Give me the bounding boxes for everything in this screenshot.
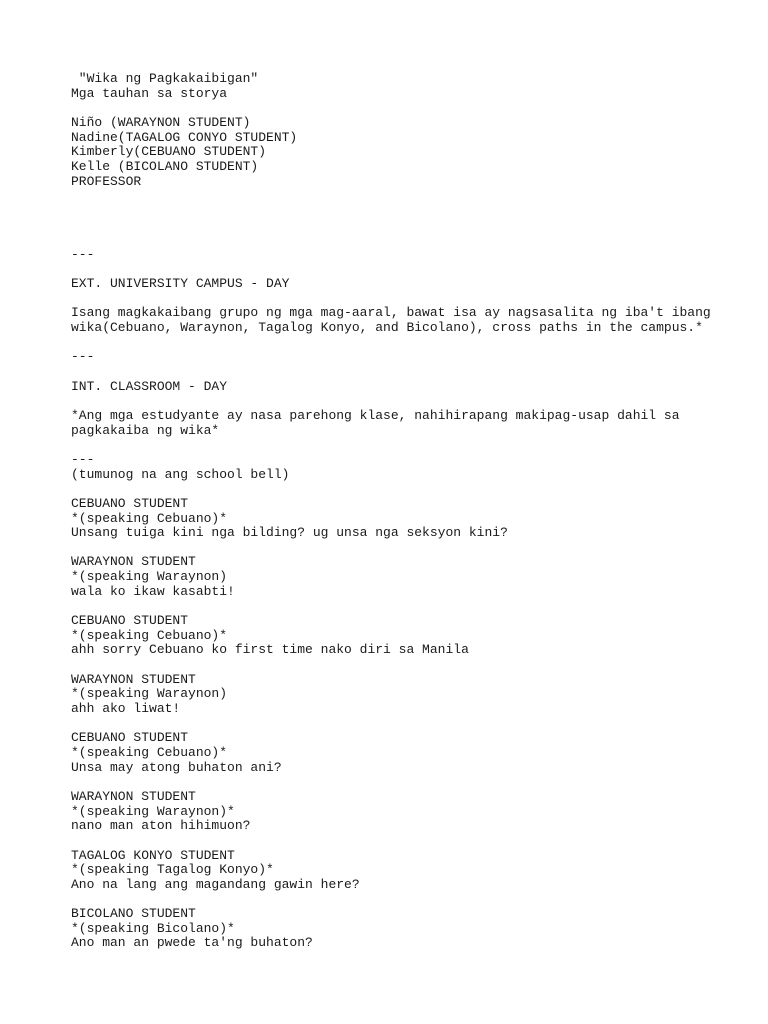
text-line: wika(Cebuano, Waraynon, Tagalog Konyo, and Bicolano), cross paths in the campus.* bbox=[71, 320, 703, 336]
text-line: TAGALOG KONYO STUDENT bbox=[71, 847, 235, 863]
text-line: *(speaking Cebuano)* bbox=[71, 627, 228, 643]
text-line: *(speaking Waraynon) bbox=[71, 569, 228, 585]
text-line bbox=[71, 233, 711, 248]
text-line bbox=[71, 717, 711, 732]
text-line bbox=[71, 394, 711, 409]
text-line: WARAYNON STUDENT bbox=[71, 788, 196, 804]
text-line bbox=[71, 204, 711, 219]
text-line: *(speaking Waraynon) bbox=[71, 686, 228, 702]
text-line: Kelle (BICOLANO STUDENT) bbox=[71, 158, 259, 174]
text-line: CEBUANO STUDENT bbox=[71, 495, 189, 511]
text-line: INT. CLASSROOM - DAY bbox=[71, 378, 228, 394]
text-line bbox=[71, 834, 711, 849]
text-line bbox=[71, 219, 711, 234]
text-line: CEBUANO STUDENT bbox=[71, 613, 189, 629]
text-line bbox=[71, 438, 711, 453]
text-line: *Ang mga estudyante ay nasa parehong klase, nahihirapang makipag-usap dahil sa bbox=[71, 407, 680, 423]
text-line bbox=[71, 599, 711, 614]
text-line: wala ko ikaw kasabti! bbox=[71, 583, 235, 599]
text-line: Unsang tuiga kini nga bilding? ug unsa nga seksyon kini? bbox=[71, 525, 508, 541]
text-line bbox=[71, 541, 711, 556]
text-line: ahh ako liwat! bbox=[71, 700, 181, 716]
text-line: Kimberly(CEBUANO STUDENT) bbox=[71, 144, 267, 160]
text-line bbox=[71, 336, 711, 351]
text-line: *(speaking Waraynon)* bbox=[71, 803, 235, 819]
text-line: Ano na lang ang magandang gawin here? bbox=[71, 876, 360, 892]
text-line: WARAYNON STUDENT bbox=[71, 671, 196, 687]
script-text bbox=[71, 72, 711, 951]
text-line: --- bbox=[71, 349, 95, 365]
text-line: (tumunog na ang school bell) bbox=[71, 466, 290, 482]
text-line: PROFESSOR bbox=[71, 173, 142, 189]
text-line: Ano man an pwede ta'ng buhaton? bbox=[71, 935, 313, 951]
text-line: WARAYNON STUDENT bbox=[71, 554, 196, 570]
text-line: "Wika ng Pagkakaibigan" bbox=[71, 71, 259, 86]
text-line: --- bbox=[71, 451, 95, 467]
text-line bbox=[71, 658, 711, 673]
text-line: --- bbox=[71, 246, 95, 262]
text-line: *(speaking Cebuano)* bbox=[71, 510, 228, 526]
text-line bbox=[71, 775, 711, 790]
text-line bbox=[71, 482, 711, 497]
text-line: Nadine(TAGALOG CONYO STUDENT) bbox=[71, 129, 298, 145]
text-line bbox=[71, 365, 711, 380]
text-line: nano man aton hihimuon? bbox=[71, 818, 251, 834]
text-line: Unsa may atong buhaton ani? bbox=[71, 759, 282, 775]
text-line: Niño (WARAYNON STUDENT) bbox=[71, 114, 251, 130]
text-line bbox=[71, 189, 711, 204]
text-line: *(speaking Bicolano)* bbox=[71, 920, 235, 936]
text-line bbox=[71, 262, 711, 277]
text-line: *(speaking Cebuano)* bbox=[71, 744, 228, 760]
text-line: Isang magkakaibang grupo ng mga mag-aaral, bawat isa ay nagsasalita ng iba't ibang bbox=[71, 305, 711, 321]
text-line: Mga tauhan sa storya bbox=[71, 85, 228, 101]
text-line: *(speaking Tagalog Konyo)* bbox=[71, 862, 274, 878]
text-line bbox=[71, 292, 711, 307]
text-line: ahh sorry Cebuano ko first time nako diri sa Manila bbox=[71, 642, 469, 658]
text-line bbox=[71, 892, 711, 907]
text-line: BICOLANO STUDENT bbox=[71, 906, 196, 922]
text-line: CEBUANO STUDENT bbox=[71, 730, 189, 746]
text-line: pagkakaiba ng wika* bbox=[71, 422, 220, 438]
text-line: EXT. UNIVERSITY CAMPUS - DAY bbox=[71, 276, 290, 292]
text-line bbox=[71, 101, 711, 116]
